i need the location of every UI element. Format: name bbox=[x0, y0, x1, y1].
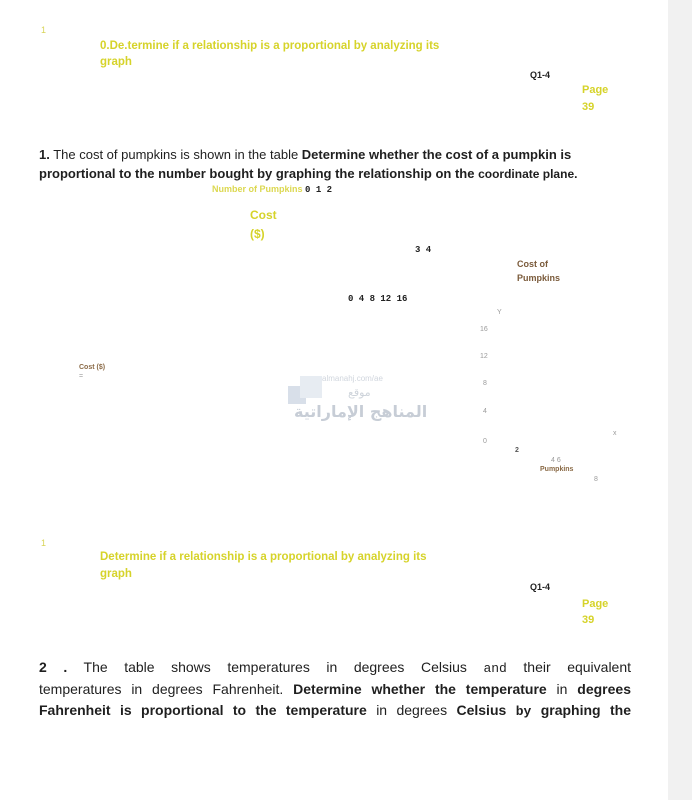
question-2-line2-b: Determine whether the temperature bbox=[293, 681, 547, 697]
question-2-line3-by: by bbox=[515, 704, 532, 719]
table-cost-label: Cost bbox=[250, 208, 277, 222]
table-header-label: Number of Pumpkins bbox=[212, 184, 303, 194]
section-marker: 1 bbox=[41, 25, 47, 35]
question-2-line3-a: Fahrenheit is proportional to the temperature bbox=[39, 702, 367, 718]
graph-y-top: Y bbox=[497, 309, 502, 316]
graph-title-line1: Cost of bbox=[517, 259, 548, 269]
graph-y-axis-label: Cost ($) bbox=[79, 364, 106, 371]
table-header-values: 0 1 2 bbox=[305, 185, 333, 195]
page-label: Page bbox=[582, 84, 609, 96]
question-2-line3-c: Celsius bbox=[456, 702, 507, 718]
question-2-line1-and: and bbox=[483, 661, 507, 676]
question-2-line2-d: degrees bbox=[577, 681, 631, 697]
section-title-line1: 0.De.termine if a relationship is a proportional by analyzing its bbox=[100, 40, 440, 52]
question-1-text-b: Determine whether the cost of a pumpkin is bbox=[301, 147, 572, 162]
section-2-marker: 1 bbox=[41, 538, 47, 548]
section-title-line2: graph bbox=[100, 56, 132, 68]
table-extra-values: 3 4 bbox=[415, 245, 432, 255]
graph-y-tick-0: 0 bbox=[483, 438, 487, 445]
section-2-title-line2: graph bbox=[100, 568, 132, 580]
question-2-line2-a: temperatures in degrees Fahrenheit. bbox=[39, 681, 294, 697]
watermark-line2: المناهج الإماراتية bbox=[294, 402, 428, 421]
page-margin bbox=[668, 0, 692, 800]
graph-title-line2: Pumpkins bbox=[517, 273, 561, 283]
lesson-code: Q1-4 bbox=[530, 70, 551, 80]
graph-y-tick-12: 12 bbox=[480, 353, 488, 360]
graph-x-end: x bbox=[613, 430, 617, 437]
question-1 bbox=[39, 145, 631, 184]
question-2-line1-b: their equivalent bbox=[523, 659, 632, 675]
section-2-title-line1: Determine if a relationship is a proportional by analyzing its bbox=[100, 551, 427, 563]
section-2-lesson-code: Q1-4 bbox=[530, 582, 551, 592]
page-number: 39 bbox=[582, 101, 595, 113]
question-1-text-c: proportional to the number bought by graphing the relationship on the bbox=[39, 166, 479, 181]
graph-x-tick-2: 2 bbox=[515, 447, 519, 454]
question-2-number: 2 . bbox=[39, 659, 68, 675]
question-1-number: 1. bbox=[39, 147, 50, 162]
question-1-text-d: coordinate plane. bbox=[478, 167, 578, 181]
question-2-line2-c: in bbox=[546, 681, 578, 697]
graph-y-tick-16: 16 bbox=[480, 326, 488, 333]
table-header bbox=[212, 184, 332, 195]
graph-y-tick-4: 4 bbox=[483, 408, 487, 415]
table-cost-unit: ($) bbox=[250, 227, 265, 241]
question-2-line1-a: The table shows temperatures in degrees Celsius bbox=[83, 659, 467, 675]
watermark-url: almanahj.com/ae bbox=[322, 374, 383, 383]
section-2-page-label: Page bbox=[582, 598, 609, 610]
watermark bbox=[288, 372, 428, 432]
question-1-text-a: The cost of pumpkins is shown in the table bbox=[49, 147, 302, 162]
table-cost-values: 0 4 8 12 16 bbox=[348, 294, 408, 304]
graph-x-axis-label: Pumpkins bbox=[540, 466, 574, 473]
question-2-line3-b: in degrees bbox=[366, 702, 457, 718]
graph-y-tick-8: 8 bbox=[483, 380, 487, 387]
graph-x-tick-8: 8 bbox=[594, 476, 598, 483]
question-2 bbox=[39, 657, 631, 722]
graph-x-tick-4-6: 4 6 bbox=[551, 457, 561, 464]
section-2-page-number: 39 bbox=[582, 614, 595, 626]
watermark-line1: موقع bbox=[348, 386, 371, 399]
question-2-line3-d: graphing the bbox=[540, 702, 631, 718]
graph-y-axis-small: = bbox=[79, 373, 84, 380]
